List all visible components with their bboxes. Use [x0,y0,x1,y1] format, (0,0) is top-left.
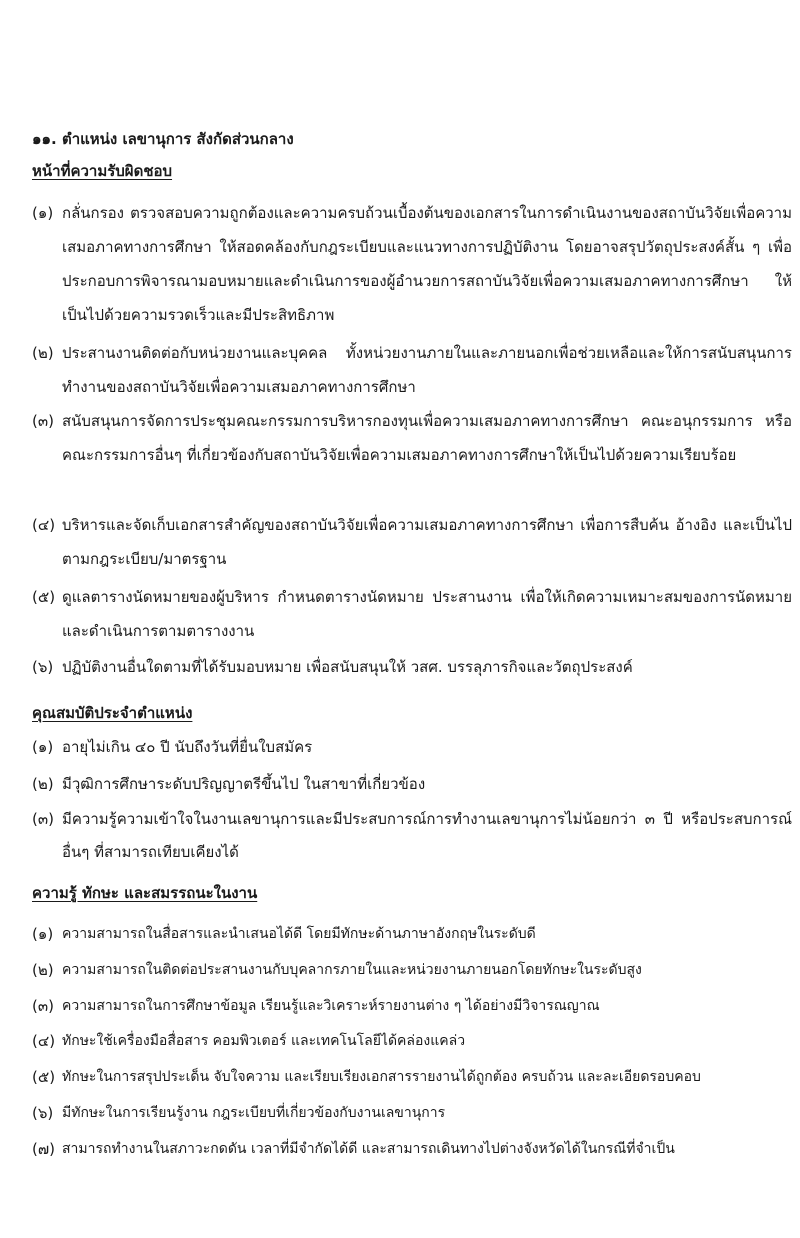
item-text: ทักษะใช้เครื่องมือสื่อสาร คอมพิวเตอร์ และเทคโนโลยีได้คล่องแคล่ว [62,1033,466,1049]
item-number: (๖) [32,1104,54,1122]
competency-item-1 [32,918,792,951]
item-text: มีวุฒิการศึกษาระดับปริญญาตรีขึ้นไป ในสาขาที่เกี่ยวข้อง [62,775,426,793]
item-number: (๖) [32,658,54,676]
item-text: ปฏิบัติงานอื่นใดตามที่ได้รับมอบหมาย เพื่อสนับสนุนให้ วสศ. บรรลุภารกิจและวัตถุประสงค์ [62,658,633,676]
qualification-item-1 [32,731,792,764]
qualification-item-2 [32,768,792,801]
section-heading-duties: หน้าที่ความรับผิดชอบ [32,162,173,180]
competency-item-2 [32,954,792,987]
duty-item-6 [32,650,792,684]
item-text: ความสามารถในสื่อสารและนำเสนอได้ดี โดยมีทักษะด้านภาษาอังกฤษในระดับดี [62,926,536,942]
duty-item-1 [32,196,792,332]
item-text: มีความรู้ความเข้าใจในงานเลขานุการและมีประสบการณ์การทำงานเลขานุการไม่น้อยกว่า ๓ ปี หรือประสบการณ์อื่นๆ ที่สามารถเทียบเคียงได้ [62,810,792,861]
competency-item-3 [32,990,792,1023]
item-number: (๑) [32,738,54,756]
item-number: (๔) [32,1032,56,1050]
item-text: ความสามารถในติดต่อประสานงานกับบุคลากรภายในและหน่วยงานภายนอกโดยทักษะในระดับสูง [62,962,642,978]
duty-item-3 [32,404,792,472]
competency-item-5 [32,1061,792,1094]
item-number: (๒) [32,775,54,793]
item-number: (๓) [32,997,54,1015]
item-text: ดูแลตารางนัดหมายของผู้บริหาร กำหนดตารางนัดหมาย ประสานงาน เพื่อให้เกิดความเหมาะสมของการนัดหมายและดำเนินการตามตารางงาน [62,588,792,640]
item-text: มีทักษะในการเรียนรู้งาน กฎระเบียบที่เกี่ยวข้องกับงานเลขานุการ [62,1105,446,1121]
item-number: (๑) [32,925,54,943]
item-number: (๒) [32,344,54,362]
item-number: (๗) [32,1140,55,1158]
item-text: สนับสนุนการจัดการประชุมคณะกรรมการบริหารกองทุนเพื่อความเสมอภาคทางการศึกษา คณะอนุกรรมการ หรือคณะกรรมการอื่นๆ ที่เกี่ยวข้องกับสถาบันวิจัยเพื่อความเสมอภาคทางการศึกษาให้เป็นไปด้วยความเรียบร้อย [62,412,792,464]
item-text: สามารถทำงานในสภาวะกดดัน เวลาที่มีจำกัดได้ดี และสามารถเดินทางไปต่างจังหวัดได้ในกรณีที่จำเป็น [62,1141,675,1157]
item-number: (๒) [32,961,54,979]
section-heading-qualifications: คุณสมบัติประจำตำแหน่ง [32,704,193,722]
section-heading-competencies: ความรู้ ทักษะ และสมรรถนะในงาน [32,884,258,902]
item-number: (๓) [32,810,54,828]
item-text: ประสานงานติดต่อกับหน่วยงานและบุคคล ทั้งหน่วยงานภายในและภายนอกเพื่อช่วยเหลือและให้การสนับสนุนการทำงานของสถาบันวิจัยเพื่อความเสมอภาคทางการศึกษา [62,344,792,396]
item-number: (๕) [32,1068,56,1086]
item-text: ความสามารถในการศึกษาข้อมูล เรียนรู้และวิเคราะห์รายงานต่าง ๆ ได้อย่างมีวิจารณญาณ [62,998,600,1014]
duty-item-5 [32,580,792,648]
item-text: บริหารและจัดเก็บเอกสารสำคัญของสถาบันวิจัยเพื่อความเสมอภาคทางการศึกษา เพื่อการสืบค้น อ้างอิง และเป็นไปตามกฎระเบียบ/มาตรฐาน [62,516,792,568]
item-text: อายุไม่เกิน ๔๐ ปี นับถึงวันที่ยื่นใบสมัคร [62,738,313,756]
qualification-item-3 [32,803,792,869]
item-number: (๕) [32,588,56,606]
duty-item-4 [32,508,792,576]
item-text: ทักษะในการสรุปประเด็น จับใจความ และเรียบเรียงเอกสารรายงานได้ถูกต้อง ครบถ้วน และละเอียดรอบคอบ [62,1069,701,1085]
item-number: (๓) [32,412,54,430]
competency-item-4 [32,1025,792,1058]
item-number: (๔) [32,516,56,534]
item-text: กลั่นกรอง ตรวจสอบความถูกต้องและความครบถ้วนเบื้องต้นของเอกสารในการดำเนินงานของสถาบันวิจัยเพื่อความเสมอภาคทางการศึกษา ให้สอดคล้องกับกฎระเบียบและแนวทางการปฏิบัติงาน โดยอาจสรุปวัตถุประสงค์สั้น ๆ เพื่อประกอบการพิจารณามอบหมายและดำเนินการของผู้อำนวยการสถาบันวิจัยเพื่อความเสมอภาคทางการศึกษา ให้เป็นไปด้วยความรวดเร็วและมีประสิทธิภาพ [62,204,792,324]
document-title: ๑๑. ตำแหน่ง เลขานุการ สังกัดส่วนกลาง [32,130,294,148]
competency-item-6 [32,1097,792,1130]
competency-item-7 [32,1133,792,1166]
item-number: (๑) [32,204,54,222]
duty-item-2 [32,336,792,404]
